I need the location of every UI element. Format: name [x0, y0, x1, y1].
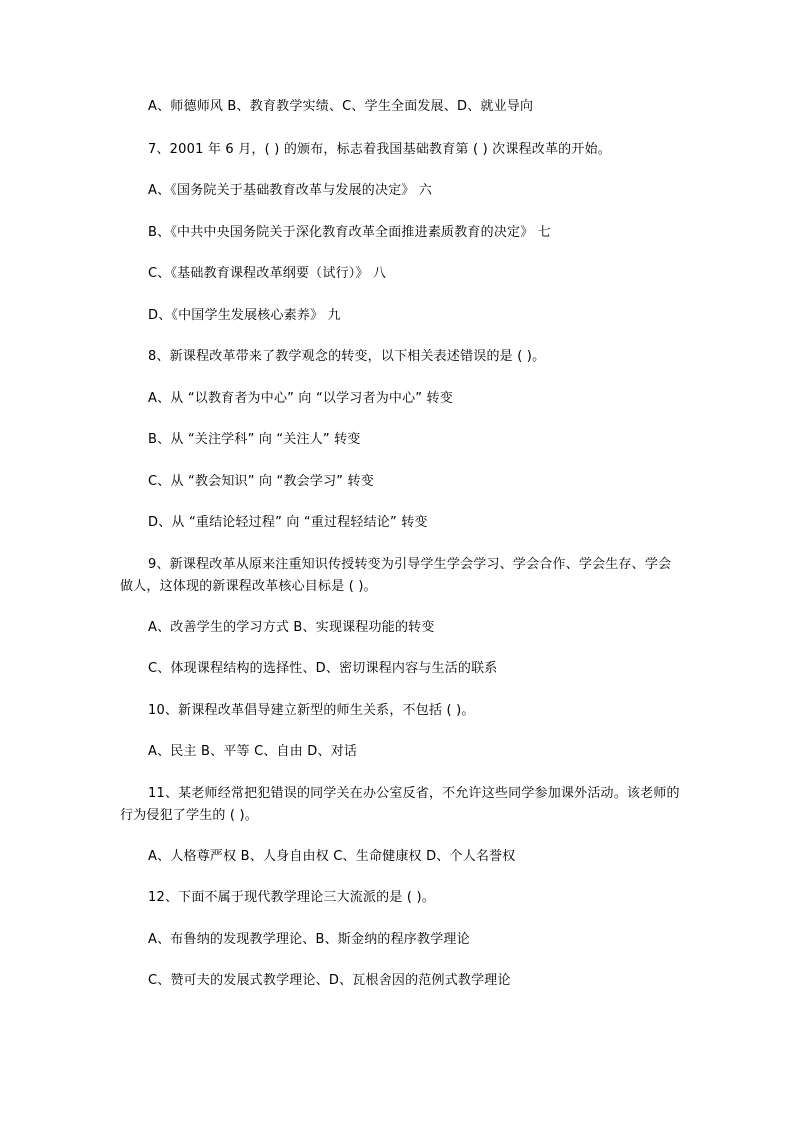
- q10-stem: 10、新课程改革倡导建立新型的师生关系，不包括 ( )。: [148, 703, 475, 718]
- q9-stem: 9、新课程改革从原来注重知识传授转变为引导学生学会学习、学会合作、学会生存、学会做人，这体现的新课程改革核心目标是 ( )。: [120, 557, 672, 594]
- q6-options: A、师德师风 B、教育教学实绩、C、学生全面发展、D、就业导向: [148, 99, 534, 114]
- q9-options-ab: A、改善学生的学习方式 B、实现课程功能的转变: [148, 620, 435, 635]
- q11-stem: 11、某老师经常把犯错误的同学关在办公室反省，不允许这些同学参加课外活动。该老师的行为侵犯了学生的 ( )。: [120, 786, 680, 823]
- q7-option-a: A、《国务院关于基础教育改革与发展的决定》 六: [148, 183, 433, 198]
- q12-options-cd: C、赞可夫的发展式教学理论、D、瓦根舍因的范例式教学理论: [148, 973, 511, 988]
- q10-options: A、民主 B、平等 C、自由 D、对话: [148, 744, 358, 759]
- q7-option-d: D、《中国学生发展核心素养》 九: [148, 308, 341, 323]
- q8-stem: 8、新课程改革带来了教学观念的转变，以下相关表述错误的是 ( )。: [148, 349, 546, 364]
- q12-stem: 12、下面不属于现代教学理论三大流派的是 ( )。: [148, 890, 435, 905]
- q8-option-d: D、从 “重结论轻过程” 向 “重过程轻结论” 转变: [148, 515, 428, 530]
- q11-options: A、人格尊严权 B、人身自由权 C、生命健康权 D、个人名誉权: [148, 849, 516, 864]
- q12-options-ab: A、布鲁纳的发现教学理论、B、斯金纳的程序教学理论: [148, 932, 470, 947]
- q7-option-c: C、《基础教育课程改革纲要（试行）》 八: [148, 266, 387, 281]
- q7-stem: 7、2001 年 6 月，( ) 的颁布，标志着我国基础教育第 ( ) 次课程改革的开始。: [148, 142, 611, 157]
- q9-options-cd: C、体现课程结构的选择性、D、密切课程内容与生活的联系: [148, 661, 498, 676]
- q8-option-a: A、从 “以教育者为中心” 向 “以学习者为中心” 转变: [148, 391, 453, 406]
- q8-option-b: B、从 “关注学科” 向 “关注人” 转变: [148, 432, 361, 447]
- q8-option-c: C、从 “教会知识” 向 “教会学习” 转变: [148, 474, 374, 489]
- q7-option-b: B、《中共中央国务院关于深化教育改革全面推进素质教育的决定》 七: [148, 225, 551, 240]
